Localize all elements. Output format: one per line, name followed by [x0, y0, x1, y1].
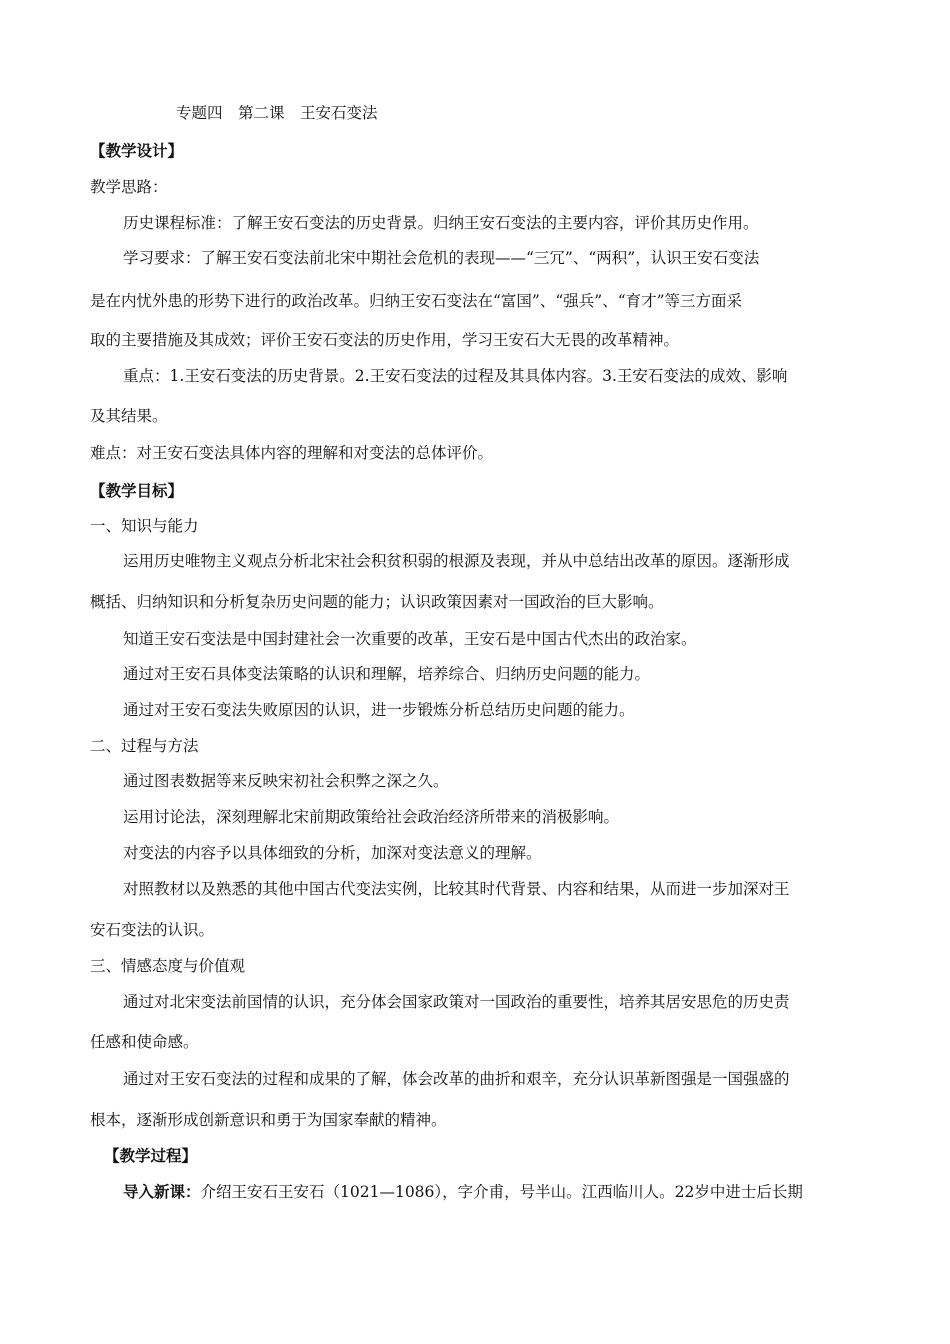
knowledge-item-4: 通过对王安石变法失败原因的认识，进一步锻炼分析总结历史问题的能力。	[123, 701, 635, 719]
process-item-4-line-2: 安石变法的认识。	[90, 921, 215, 939]
knowledge-item-3: 通过对王安石具体变法策略的认识和理解，培养综合、归纳历史问题的能力。	[123, 665, 651, 683]
difficulty: 难点：对王安石变法具体内容的理解和对变法的总体评价。	[90, 444, 494, 462]
values-item-1-line-2: 任感和使命感。	[90, 1033, 199, 1051]
page-title: 专题四 第二课 王安石变法	[176, 104, 378, 122]
knowledge-item-1-line-2: 概括、归纳知识和分析复杂历史问题的能力；认识政策因素对一国政治的巨大影响。	[90, 593, 664, 611]
goal-heading-knowledge: 一、知识与能力	[90, 517, 199, 535]
requirement-line-1: 学习要求：了解王安石变法前北宋中期社会危机的表现——“三冗”、“两积”，认识王安石变法	[123, 249, 760, 267]
values-item-2-line-2: 根本，逐渐形成创新意识和勇于为国家奉献的精神。	[90, 1111, 447, 1129]
knowledge-item-2: 知道王安石变法是中国封建社会一次重要的改革，王安石是中国古代杰出的政治家。	[123, 630, 697, 648]
section-heading-goals: 【教学目标】	[90, 481, 184, 500]
key-points-line-2: 及其结果。	[90, 407, 168, 425]
process-item-3: 对变法的内容予以具体细致的分析，加深对变法意义的理解。	[123, 844, 542, 862]
process-item-1: 通过图表数据等来反映宋初社会积弊之深之久。	[123, 772, 449, 790]
knowledge-item-1-line-1: 运用历史唯物主义观点分析北宋社会积贫积弱的根源及表现，并从中总结出改革的原因。逐渐形成	[123, 552, 790, 570]
intro-label: 导入新课：	[123, 1182, 201, 1201]
intro-text: 介绍王安石王安石（1021—1086），字介甫，号半山。江西临川人。22岁中进士后长期	[200, 1183, 803, 1201]
values-item-2-line-1: 通过对王安石变法的过程和成果的了解，体会改革的曲折和艰辛，充分认识革新图强是一国强盛的	[123, 1070, 790, 1088]
key-points-line-1: 重点：1.王安石变法的历史背景。2.王安石变法的过程及其具体内容。3.王安石变法的成效、影响	[123, 367, 788, 385]
curriculum-standard: 历史课程标准：了解王安石变法的历史背景。归纳王安石变法的主要内容，评价其历史作用。	[123, 214, 759, 232]
section-heading-process: 【教学过程】	[104, 1146, 198, 1165]
intro-paragraph	[123, 1182, 803, 1202]
section-heading-design: 【教学设计】	[90, 141, 184, 160]
goal-heading-values: 三、情感态度与价值观	[90, 957, 246, 975]
requirement-line-2: 是在内忧外患的形势下进行的政治改革。归纳王安石变法在“富国”、“强兵”、“育才”等三方面采	[90, 292, 743, 310]
process-item-2: 运用讨论法，深刻理解北宋前期政策给社会政治经济所带来的消极影响。	[123, 808, 620, 826]
values-item-1-line-1: 通过对北宋变法前国情的认识，充分体会国家政策对一国政治的重要性，培养其居安思危的历史责	[123, 993, 790, 1011]
requirement-line-3: 取的主要措施及其成效；评价王安石变法的历史作用，学习王安石大无畏的改革精神。	[90, 331, 680, 349]
process-item-4-line-1: 对照教材以及熟悉的其他中国古代变法实例，比较其时代背景、内容和结果，从而进一步加深对王	[123, 880, 790, 898]
goal-heading-process: 二、过程与方法	[90, 737, 199, 755]
idea-label: 教学思路：	[90, 178, 168, 196]
